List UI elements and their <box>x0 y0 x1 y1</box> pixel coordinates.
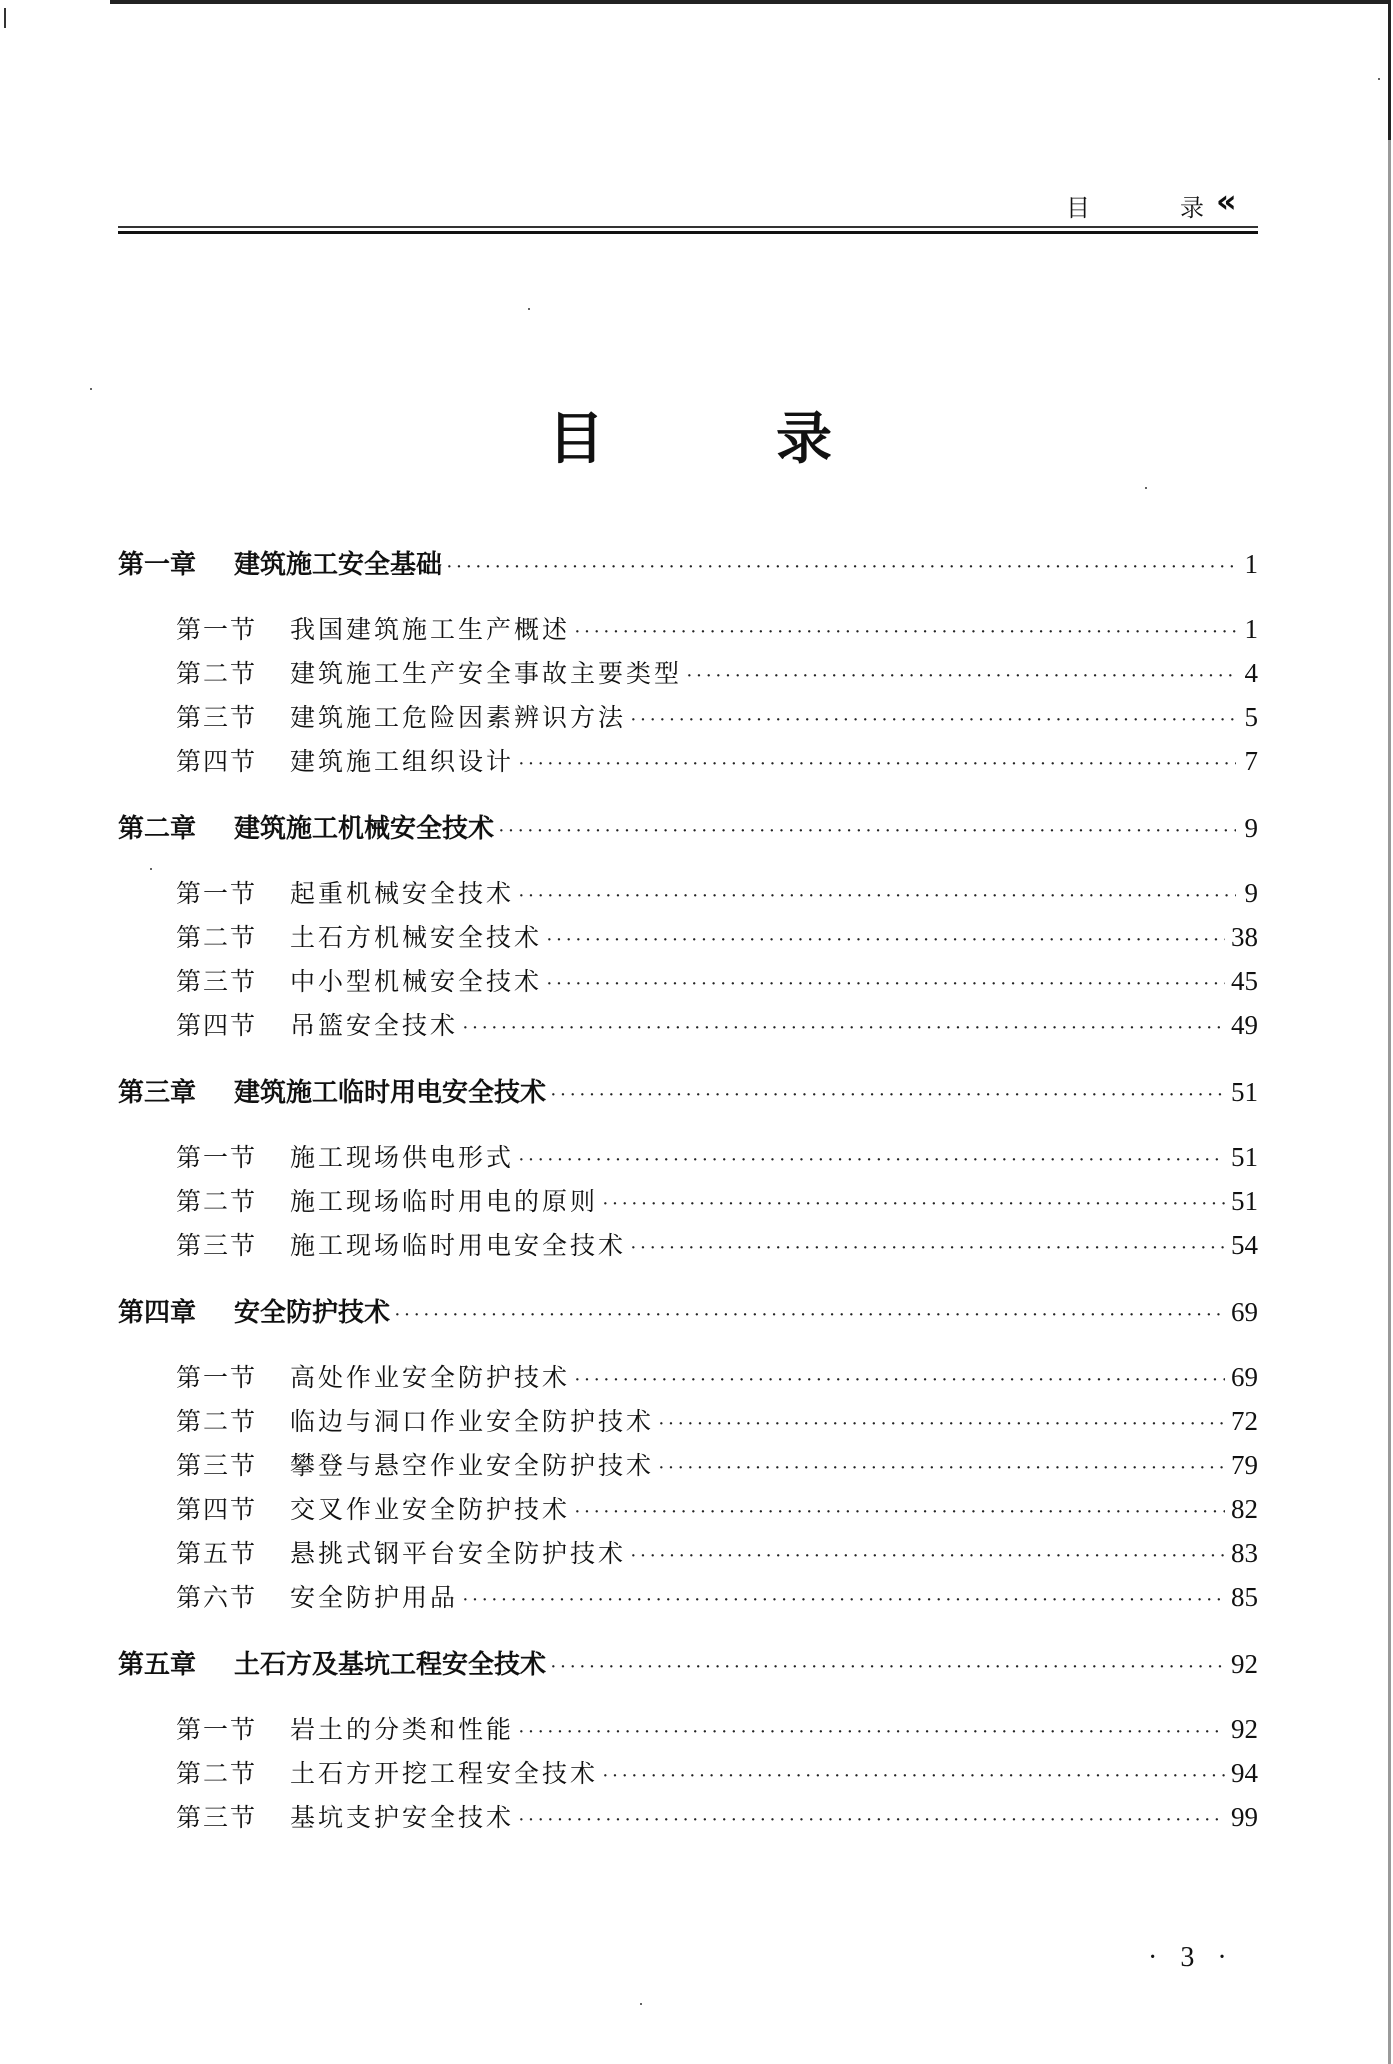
toc-section[interactable] <box>118 962 1258 998</box>
toc-title: 施工现场供电形式 <box>290 1143 515 1172</box>
toc-page-number: 51 <box>1231 1142 1258 1172</box>
dot-leader <box>394 1304 1225 1327</box>
dot-leader <box>574 621 1236 644</box>
toc-number: 第五节 <box>176 1539 258 1568</box>
toc-number: 第一节 <box>176 615 258 644</box>
toc-number: 第四章 <box>118 1298 197 1328</box>
toc-number: 第二节 <box>176 659 258 688</box>
page-right-border <box>1388 0 1391 140</box>
dot-leader <box>518 1721 1225 1744</box>
toc-page-number: 9 <box>1244 813 1258 843</box>
toc-page-number: 99 <box>1231 1802 1258 1832</box>
toc-page-number: 72 <box>1231 1406 1258 1436</box>
toc-number: 第三节 <box>176 703 258 732</box>
dot-leader <box>658 1413 1225 1436</box>
dot-leader <box>462 1589 1225 1612</box>
toc-page-number: 5 <box>1244 702 1258 732</box>
toc-title: 建筑施工机械安全技术 <box>234 814 495 844</box>
toc-page-number: 94 <box>1231 1758 1258 1788</box>
double-chevron-left-icon: « <box>1216 182 1229 220</box>
toc-number: 第三节 <box>176 1231 258 1260</box>
running-header-char: 录 <box>1180 194 1204 222</box>
toc-number: 第二章 <box>118 814 197 844</box>
toc-page-number: 45 <box>1231 966 1258 996</box>
dot-leader <box>550 1656 1225 1679</box>
toc-title: 建筑施工临时用电安全技术 <box>234 1078 547 1108</box>
toc-section[interactable] <box>118 1358 1258 1394</box>
page-title-char: 录 <box>776 406 832 472</box>
dot-leader <box>630 1545 1225 1568</box>
toc-section[interactable] <box>118 1798 1258 1834</box>
toc-number: 第一节 <box>176 1363 258 1392</box>
toc-page-number: 92 <box>1231 1714 1258 1744</box>
toc-title: 攀登与悬空作业安全防护技术 <box>290 1451 655 1480</box>
dot-leader <box>546 929 1225 952</box>
toc-number: 第三节 <box>176 1803 258 1832</box>
page-top-border <box>110 0 1390 4</box>
toc-section[interactable] <box>118 698 1258 734</box>
header-rule <box>118 226 1258 228</box>
dot-leader <box>686 665 1236 688</box>
toc-section[interactable] <box>118 1138 1258 1174</box>
toc-title: 临边与洞口作业安全防护技术 <box>290 1407 655 1436</box>
toc-section[interactable] <box>118 1490 1258 1526</box>
toc-number: 第二节 <box>176 1407 258 1436</box>
toc-title: 悬挑式钢平台安全防护技术 <box>290 1539 627 1568</box>
scan-speck <box>1378 78 1380 80</box>
toc-number: 第三章 <box>118 1078 197 1108</box>
toc-title: 我国建筑施工生产概述 <box>290 615 571 644</box>
toc-section[interactable] <box>118 654 1258 690</box>
toc-page-number: 92 <box>1231 1649 1258 1679</box>
page-number-footer: · 3 · <box>1148 1942 1227 1973</box>
toc-number: 第二节 <box>176 1187 258 1216</box>
page-right-border-shadow <box>1388 140 1391 2064</box>
toc-title: 高处作业安全防护技术 <box>290 1363 571 1392</box>
toc-title: 建筑施工安全基础 <box>234 550 443 580</box>
toc-section[interactable] <box>118 918 1258 954</box>
toc-title: 建筑施工组织设计 <box>290 747 515 776</box>
toc-page-number: 1 <box>1244 549 1258 579</box>
toc-page-number: 51 <box>1231 1186 1258 1216</box>
toc-page-number: 82 <box>1231 1494 1258 1524</box>
toc-page-number: 83 <box>1231 1538 1258 1568</box>
toc-title: 施工现场临时用电的原则 <box>290 1187 599 1216</box>
dot-leader <box>518 1149 1225 1172</box>
toc-number: 第三节 <box>176 967 258 996</box>
toc-chapter[interactable] <box>118 1644 1258 1680</box>
toc-page-number: 7 <box>1244 746 1258 776</box>
toc-section[interactable] <box>118 1006 1258 1042</box>
toc-page-number: 49 <box>1231 1010 1258 1040</box>
toc-title: 中小型机械安全技术 <box>290 967 543 996</box>
toc-chapter[interactable] <box>118 808 1258 844</box>
dot-leader <box>574 1369 1225 1392</box>
toc-number: 第三节 <box>176 1451 258 1480</box>
toc-number: 第四节 <box>176 1495 258 1524</box>
header-rule <box>118 231 1258 234</box>
toc-chapter[interactable] <box>118 1292 1258 1328</box>
toc-title: 基坑支护安全技术 <box>290 1803 515 1832</box>
toc-page-number: 38 <box>1231 922 1258 952</box>
toc-page-number: 85 <box>1231 1582 1258 1612</box>
toc-section[interactable] <box>118 1182 1258 1218</box>
dot-leader <box>518 885 1236 908</box>
toc-page-number: 69 <box>1231 1362 1258 1392</box>
toc-number: 第六节 <box>176 1583 258 1612</box>
toc-page-number: 69 <box>1231 1297 1258 1327</box>
toc-number: 第四节 <box>176 747 258 776</box>
dot-leader <box>518 1809 1225 1832</box>
toc-title: 安全防护技术 <box>234 1298 391 1328</box>
toc-number: 第一节 <box>176 1715 258 1744</box>
dot-leader <box>446 556 1236 579</box>
dot-leader <box>550 1084 1225 1107</box>
scan-speck <box>90 388 92 390</box>
dot-leader <box>518 753 1236 776</box>
toc-title: 安全防护用品 <box>290 1583 459 1612</box>
toc-page-number: 51 <box>1231 1077 1258 1107</box>
toc-section[interactable] <box>118 1226 1258 1262</box>
page-title-char: 目 <box>548 406 604 472</box>
toc-number: 第一节 <box>176 879 258 908</box>
toc-number: 第一节 <box>176 1143 258 1172</box>
dot-leader <box>602 1765 1225 1788</box>
scan-edge-mark <box>4 8 6 28</box>
dot-leader <box>498 820 1236 843</box>
toc-chapter[interactable] <box>118 544 1258 580</box>
toc-section[interactable] <box>118 874 1258 910</box>
dot-leader <box>658 1457 1225 1480</box>
scan-speck <box>1145 487 1147 489</box>
toc-title: 土石方机械安全技术 <box>290 923 543 952</box>
dot-leader <box>602 1193 1225 1216</box>
toc-section[interactable] <box>118 1534 1258 1570</box>
dot-leader <box>462 1017 1225 1040</box>
toc-section[interactable] <box>118 1578 1258 1614</box>
toc-section[interactable] <box>118 742 1258 778</box>
toc-number: 第二节 <box>176 1759 258 1788</box>
toc-page-number: 79 <box>1231 1450 1258 1480</box>
dot-leader <box>630 709 1236 732</box>
toc-page-number: 4 <box>1244 658 1258 688</box>
toc-page-number: 9 <box>1244 878 1258 908</box>
toc-title: 建筑施工危险因素辨识方法 <box>290 703 627 732</box>
scan-speck <box>528 308 530 310</box>
toc-page-number: 1 <box>1244 614 1258 644</box>
toc-number: 第五章 <box>118 1650 197 1680</box>
toc-title: 起重机械安全技术 <box>290 879 515 908</box>
toc-title: 建筑施工生产安全事故主要类型 <box>290 659 683 688</box>
scan-speck <box>150 868 152 870</box>
toc-title: 岩土的分类和性能 <box>290 1715 515 1744</box>
running-header-char: 目 <box>1066 194 1090 222</box>
toc-title: 土石方开挖工程安全技术 <box>290 1759 599 1788</box>
running-header <box>118 180 1258 220</box>
toc-page-number: 54 <box>1231 1230 1258 1260</box>
page-title <box>540 395 840 472</box>
toc-section[interactable] <box>118 1710 1258 1746</box>
scan-speck <box>640 2003 642 2005</box>
toc-title: 交叉作业安全防护技术 <box>290 1495 571 1524</box>
toc-chapter[interactable] <box>118 1072 1258 1108</box>
toc-section[interactable] <box>118 1446 1258 1482</box>
toc-section[interactable] <box>118 1754 1258 1790</box>
dot-leader <box>630 1237 1225 1260</box>
toc-section[interactable] <box>118 1402 1258 1438</box>
toc-number: 第一章 <box>118 550 197 580</box>
toc-number: 第二节 <box>176 923 258 952</box>
toc-number: 第四节 <box>176 1011 258 1040</box>
dot-leader <box>574 1501 1225 1524</box>
dot-leader <box>546 973 1225 996</box>
toc-title: 吊篮安全技术 <box>290 1011 459 1040</box>
toc-title: 施工现场临时用电安全技术 <box>290 1231 627 1260</box>
toc-section[interactable] <box>118 610 1258 646</box>
toc-title: 土石方及基坑工程安全技术 <box>234 1650 547 1680</box>
